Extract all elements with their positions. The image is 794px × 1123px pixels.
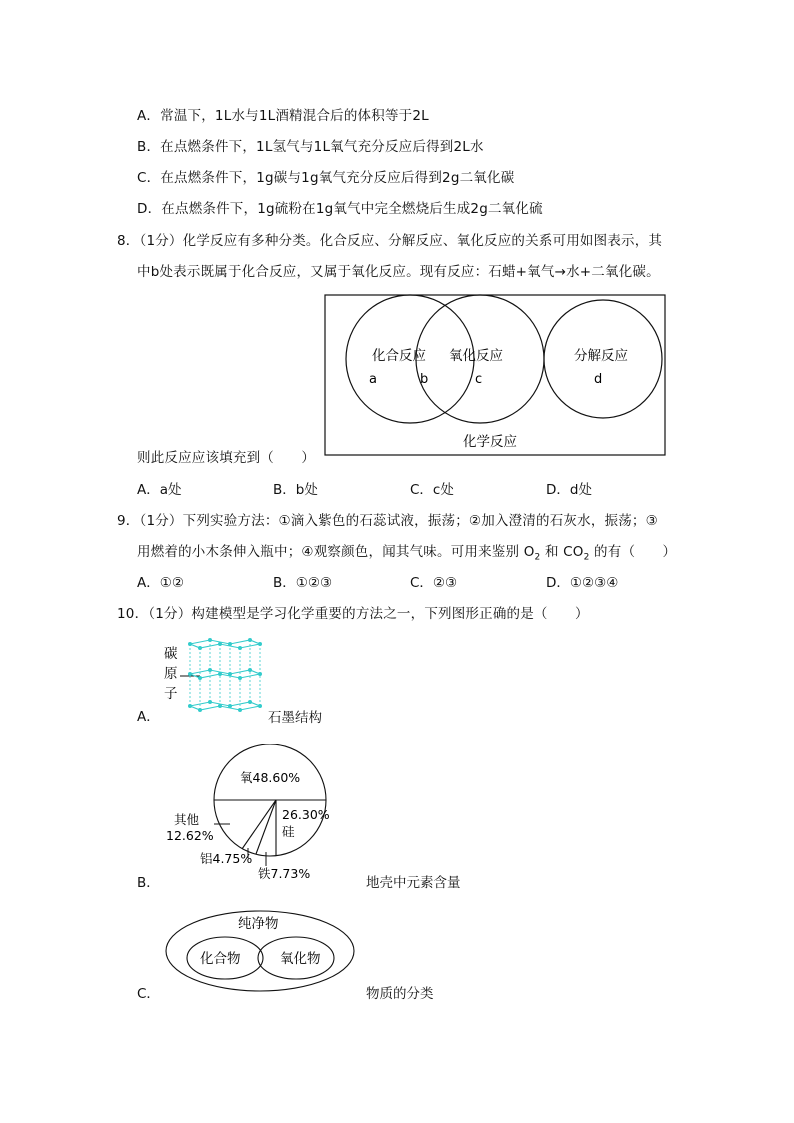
- region-b: b: [420, 372, 429, 387]
- q8-stem-line2: 中b处表示既属于化合反应，又属于氧化反应。现有反应：石蜡+氧气→水+二氧化碳。: [137, 264, 660, 280]
- silicon-label: 硅: [282, 824, 295, 839]
- carbon-label-3: 子: [164, 686, 178, 702]
- oxide-label: 氧化物: [280, 951, 321, 967]
- q7-option-c: C．在点燃条件下，1g碳与1g氧气充分反应后得到2g二氧化碳: [137, 170, 515, 186]
- carbon-label-2: 原: [164, 666, 178, 682]
- classification-caption: 物质的分类: [366, 986, 434, 1002]
- graphite-lattice: [190, 640, 260, 710]
- q9-stem-line1: 9．（1分）下列实验方法：①滴入紫色的石蕊试液，振荡；②加入澄清的石灰水，振荡；③: [117, 513, 658, 529]
- reaction-venn-diagram: [320, 292, 670, 458]
- crust-element-pie: [160, 744, 340, 884]
- oxidation-label: 氧化反应: [449, 348, 503, 364]
- q10-option-a-letter: A．: [137, 709, 160, 725]
- chemical-reaction-label: 化学反应: [463, 434, 517, 450]
- other-pct: 12.62%: [166, 828, 214, 843]
- q10-option-c-letter: C．: [137, 986, 160, 1002]
- combination-label: 化合反应: [372, 348, 426, 364]
- q9-option-c: C．②③: [410, 575, 458, 591]
- oxygen-label: 氧48.60%: [240, 770, 301, 785]
- q7-option-b: B．在点燃条件下，1L氢气与1L氧气充分反应后得到2L水: [137, 139, 484, 155]
- q8-option-b: B．b处: [273, 482, 318, 498]
- pure-substance-label: 纯净物: [238, 916, 279, 932]
- iron-label: 铁7.73%: [258, 866, 311, 881]
- q10-option-b-letter: B．: [137, 875, 160, 891]
- region-d: d: [594, 372, 603, 387]
- q8-option-a: A．a处: [137, 482, 182, 498]
- other-label: 其他: [174, 812, 200, 827]
- graphite-structure-figure: [160, 636, 270, 722]
- substance-classification-diagram: [160, 906, 360, 996]
- q8-stem-line1: 8．（1分）化学反应有多种分类。化合反应、分解反应、氧化反应的关系可用如图表示，其: [117, 233, 663, 249]
- q8-stem-line3: 则此反应应该填充到（ ）: [137, 450, 316, 466]
- q8-option-c: C．c处: [410, 482, 454, 498]
- q9-stem-line2: 用燃着的小木条伸入瓶中；④观察颜色，闻其气味。可用来鉴别 $O_2$ 和 $CO_2$ 的有（ ）: [137, 544, 677, 563]
- q9-option-b: B．①②③: [273, 575, 333, 591]
- q7-option-a: A．常温下，1L水与1L酒精混合后的体积等于2L: [137, 108, 429, 124]
- pie-caption: 地壳中元素含量: [366, 875, 461, 891]
- compound-label: 化合物: [200, 951, 241, 967]
- q10-stem: 10．（1分）构建模型是学习化学重要的方法之一，下列图形正确的是（ ）: [117, 606, 589, 622]
- graphite-caption: 石墨结构: [268, 710, 322, 726]
- decomposition-label: 分解反应: [574, 348, 628, 364]
- silicon-pct: 26.30%: [282, 807, 330, 822]
- q9-option-a: A．①②: [137, 575, 184, 591]
- carbon-label-1: 碳: [164, 646, 178, 662]
- region-a: a: [369, 372, 377, 387]
- q9-option-d: D．①②③④: [546, 575, 619, 591]
- q7-option-d: D．在点燃条件下，1g硫粉在1g氧气中完全燃烧后生成2g二氧化硫: [137, 201, 543, 217]
- region-c: c: [475, 372, 483, 387]
- q8-option-d: D．d处: [546, 482, 592, 498]
- aluminum-label: 铝4.75%: [200, 851, 253, 866]
